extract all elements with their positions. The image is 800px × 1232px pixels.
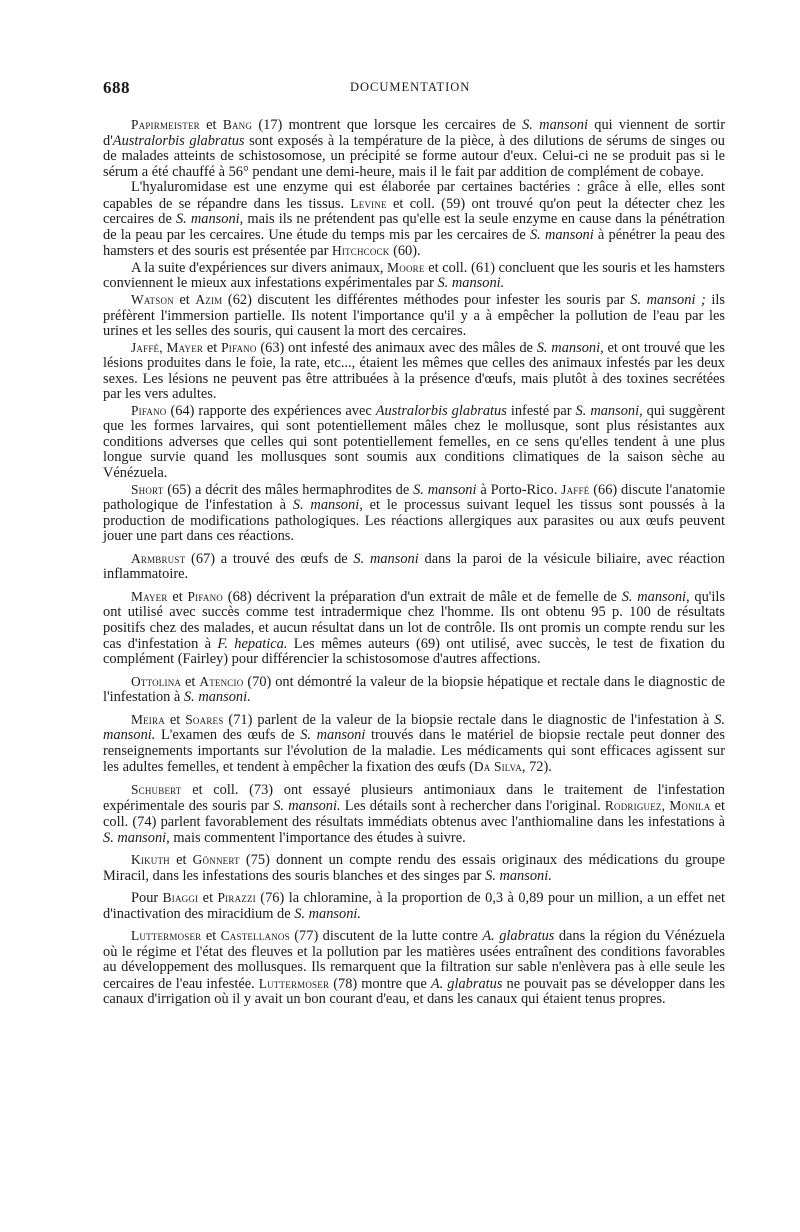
text-run: dans la paroi de la vésicule biliaire, avec réaction inflammatoire.	[103, 550, 725, 583]
text-run: , 72).	[521, 759, 552, 776]
text-run: et	[198, 890, 218, 907]
paragraph	[103, 890, 725, 922]
text-run: et coll. (73) ont essayé plusieurs antimoniaux dans le traitement de l'infestation expérimentale des souris par	[103, 781, 725, 815]
text-run: et	[164, 711, 186, 728]
running-title: DOCUMENTATION	[350, 80, 471, 94]
author-name: Meira	[131, 711, 165, 727]
author-name: Papirmeister	[131, 117, 200, 132]
text-run: Les détails sont à rechercher dans l'original.	[340, 798, 605, 815]
text-run: et	[203, 339, 222, 356]
text-run: qui suggèrent que les formes larvaires, qui sont potentiellement mâles chez le mollusque, sont plus résistantes aux conditions adverses que celles qui sont potentiellement femelles, en ce sens qu'elles tendent à une plus longue survie quand les mollusques sont soumis aux conditions climatiques de la saison sèche au Vénézuela.	[103, 402, 725, 482]
text-run: (78) montre que	[329, 975, 431, 992]
text-run: (71) parlent de la valeur de la biopsie rectale dans le diagnostic de l'infestation à	[223, 711, 715, 728]
author-name: Schubert	[131, 781, 182, 797]
italic-text: S. mansoni.	[294, 905, 361, 922]
author-name: Da Silva	[473, 759, 522, 775]
author-name: Jaffé	[561, 481, 590, 497]
text-run: et coll. (61) concluent que les souris et les hamsters conviennent le mieux aux infestations expérimentales par	[103, 259, 725, 292]
text-run: et	[167, 588, 188, 605]
article-body	[103, 117, 725, 1008]
text-run: (70) ont démontré la valeur de la biopsie hépatique et rectale dans le diagnostic de l'infestation à	[103, 673, 725, 706]
paragraph	[103, 589, 725, 668]
author-name: Atencio	[199, 673, 244, 689]
text-run: et	[199, 117, 223, 133]
author-name: Bang	[222, 117, 253, 132]
text-run: mais ils ne prétendent pas qu'elle est la seule enzyme en cause dans la pénétration de la peau par les cercaires. Une étude du temps mis par les cercaires de	[103, 211, 725, 243]
text-run: (75) donnent un compte rendu des essais originaux des médications du groupe Miracil, dans les infestations des souris blanches et des singes par	[103, 852, 725, 884]
text-run: (68) décrivent la préparation d'un extrait de mâle et de femelle de	[223, 588, 622, 605]
text-run: (17) montrent que lorsque les cercaires de	[252, 117, 523, 133]
text-run: et coll. (74) parlent favorablement des résultats immédiats obtenus avec l'anthiomaline dans les infestations à	[103, 798, 726, 830]
text-run: Les mêmes auteurs (69) ont utilisé, avec succès, le test de fixation du complément (Fairley) pour différencier la schistosomose d'autres affections.	[103, 635, 725, 668]
italic-text: S. mansoni.	[485, 867, 552, 884]
author-name: Soares	[185, 711, 224, 727]
author-name: Ottolina	[131, 673, 182, 689]
italic-text: F. hepatica.	[217, 635, 288, 652]
text-run: trouvés dans le matériel de biopsie rectale peut donner des renseignements importants sur l'évolution de la maladie. Les médicaments qui sont efficaces agissent sur les adultes femelles, et tendent à empêcher la fixation des œufs (	[103, 727, 725, 776]
author-name: Castellanos	[220, 928, 290, 944]
author-name: Kikuth	[131, 852, 170, 868]
text-run: (63) ont infesté des animaux avec des mâles de	[256, 339, 537, 356]
text-run: (64) rapporte des expériences avec	[166, 402, 376, 419]
paragraph	[103, 260, 725, 292]
paragraph	[103, 482, 725, 545]
italic-text: S. mansoni,	[536, 339, 604, 356]
italic-text: S. mansoni,	[175, 211, 244, 228]
italic-text: S. mansoni.	[273, 798, 341, 815]
text-run: qu'ils ont utilisé avec succès comme test intradermique chez l'homme. Ils ont obtenu 95 p. 100 de résultats positifs chez des malades, et aucun résultat dans un lot de contrôle. Ils ont promis un compte rendu sur les cas d'infestation à	[103, 588, 725, 652]
italic-text: S. mansoni	[522, 117, 588, 133]
text-run: ils préfèrent l'immersion partielle. Ils notent l'importance qu'il y a à empêcher la pollution de l'eau par les urines et les selles des souris, qui causent la mort des cercaires.	[103, 292, 725, 340]
paragraph	[103, 292, 725, 340]
text-run: et	[169, 852, 193, 869]
paragraph	[103, 403, 725, 482]
italic-text: S. mansoni ;	[630, 292, 706, 309]
text-run: Pour	[131, 890, 163, 907]
author-name: Moore	[387, 259, 425, 275]
text-run: et	[201, 928, 221, 945]
author-name: Armbrust	[131, 550, 186, 566]
author-name: Pirazzi	[217, 890, 256, 906]
text-run: et le processus suivant lequel les tissus sont poussés à la production de modifications pathologiques. Les réactions allergiques aux parasites ou aux œufs peuvent jouer une part dans ces réactions.	[103, 497, 725, 545]
text-run: à Porto-Rico.	[476, 481, 562, 498]
italic-text: S. mansoni	[413, 481, 477, 498]
author-name: Biaggi	[162, 890, 199, 906]
text-run: et ont trouvé que les lésions produites dans le foie, la rate, etc..., étaient les mêmes que celles des animaux infestés par les deux sexes. Les lésions ne peuvent pas être attribuées à la présence d'œufs, mais plutôt à des toxines secrétées par les vers adultes.	[103, 339, 725, 403]
text-run: (66) discute l'anatomie pathologique de l'infestation à	[103, 481, 725, 514]
text-run: (77) discutent de la lutte contre	[289, 928, 483, 945]
italic-text: S. mansoni	[353, 550, 419, 567]
italic-text: S. mansoni,	[621, 588, 690, 605]
paragraph	[103, 928, 725, 1008]
paragraph	[103, 674, 725, 706]
author-name: Pifano	[131, 402, 167, 418]
paragraph	[103, 852, 725, 884]
author-name: Rodriguez, Monila	[604, 798, 711, 814]
text-run: (76) la chloramine, à la proportion de 0,3 à 0,89 pour un million, a un effet net d'inactivation des miracidium de	[103, 890, 725, 922]
text-run: sont exposés à la température de la pièce, à des dilutions de sérums de singes ou de malades atteints de schistosomose, un précipité se forme autour d'eux. Celui-ci ne se produit pas si le sérum a été chauffé à 56° pendant une demi-heure, mais il le fait par addition de complément de cobaye.	[103, 132, 726, 180]
page-number: 688	[103, 78, 130, 97]
author-name: Azim	[195, 292, 223, 308]
italic-text: S. mansoni.	[437, 275, 505, 292]
italic-text: A. glabratus	[482, 928, 555, 945]
text-run: (65) a décrit des mâles hermaphrodites de	[163, 481, 414, 498]
text-run: et coll. (59) ont trouvé qu'on peut la détecter chez les cercaires de	[103, 195, 725, 228]
italic-text: A. glabratus	[430, 975, 503, 992]
page-header	[103, 78, 725, 102]
text-run: L'hyaluromidase est une enzyme qui est élaborée par certaines bactéries : grâce à elle, elles sont capables de se répandre dans les tissus.	[103, 179, 725, 212]
author-name: Luttermoser	[131, 928, 202, 944]
italic-text: S. mansoni,	[292, 497, 363, 514]
paragraph	[103, 712, 725, 776]
text-run: A la suite d'expériences sur divers animaux,	[131, 259, 388, 276]
author-name: Watson	[131, 292, 174, 308]
text-run: infesté par	[506, 402, 576, 419]
text-run: mais commentent l'importance des études à suivre.	[169, 829, 466, 846]
author-name: Gönnert	[192, 852, 240, 868]
italic-text: S. mansoni.	[103, 711, 725, 744]
author-name: Pifano	[187, 588, 224, 604]
author-name: Luttermoser	[258, 975, 330, 991]
paragraph	[103, 117, 725, 180]
paragraph	[103, 782, 725, 846]
italic-text: Australorbis glabratus	[112, 132, 245, 149]
author-name: Short	[131, 481, 164, 497]
text-run: L'examen des œufs de	[155, 727, 301, 744]
text-run: ne pouvait pas se développer dans les canaux d'irrigation où il y avait un bon courant d'eau, et dans les canaux qui étaient tenus propres.	[103, 975, 725, 1008]
italic-text: S. mansoni	[300, 727, 366, 744]
author-name: Jaffé, Mayer	[131, 339, 204, 355]
italic-text: S. mansoni	[529, 226, 594, 243]
paragraph	[103, 340, 725, 403]
author-name: Pifano	[221, 339, 257, 355]
text-run: (62) discutent les différentes méthodes pour infester les souris par	[222, 292, 631, 309]
paragraph	[103, 551, 725, 583]
italic-text: S. mansoni,	[575, 402, 643, 419]
italic-text: Australorbis glabratus	[375, 402, 507, 419]
author-name: Hitchcock	[331, 243, 390, 259]
text-run: (60).	[389, 243, 421, 260]
author-name: Levine	[350, 195, 387, 211]
text-run: et	[181, 673, 200, 690]
text-run: et	[173, 292, 196, 309]
italic-text: S. mansoni,	[103, 829, 170, 846]
text-run: à pénétrer la peau des hamsters et des souris est présentée par	[103, 226, 725, 260]
paragraph	[103, 180, 725, 260]
text-run: (67) a trouvé des œufs de	[185, 550, 354, 567]
text-run: dans la région du Vénézuela où le régime et l'état des fleuves et la pollution par les matières usées entraînent des conditions favorables au développement des mollusques. Ils remarquent que la filtration sur sable n'enlèvera pas à elle seule les cercaires de l'eau infestée.	[103, 928, 725, 992]
author-name: Mayer	[131, 588, 168, 604]
text-run: qui viennent de sortir d'	[103, 117, 726, 149]
italic-text: S. mansoni.	[183, 689, 251, 706]
